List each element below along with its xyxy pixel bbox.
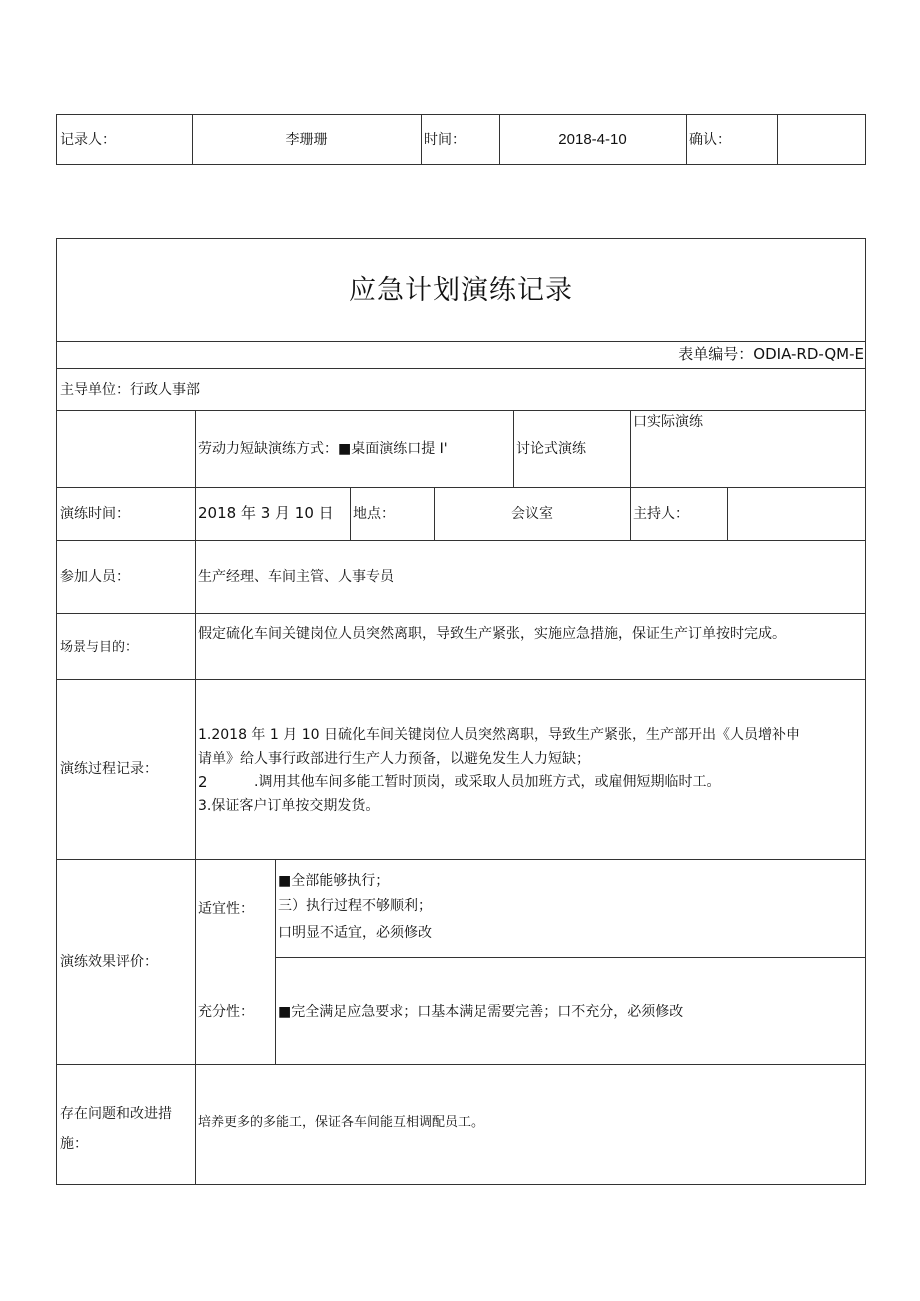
suitability-option: 口明显不适宜，必须修改 — [278, 925, 432, 941]
participants-value: 生产经理、车间主管、人事专员 — [198, 569, 394, 585]
confirm-label: 确认： — [689, 132, 731, 148]
time-value: 2018-4-10 — [558, 131, 627, 148]
process-line: 2 — [198, 773, 208, 791]
suitability-option: 三）执行过程不够顺利； — [278, 898, 432, 914]
adequacy-value: ■完全满足应急要求；口基本满足需要完善；口不充分，必须修改 — [278, 1004, 684, 1020]
process-line: 3.保证客户订单按交期发货。 — [198, 798, 380, 814]
lead-unit: 主导单位：行政人事部 — [60, 382, 200, 398]
location-value: 会议室 — [511, 506, 553, 522]
drill-mode-actual: 口实际演练 — [633, 414, 703, 430]
process-line: 1.2018 年 1 月 10 日硫化车间关键岗位人员突然离职，导致生产紧张，生产部开出《人员增补申 — [198, 727, 800, 743]
form-title: 应急计划演练记录 — [349, 275, 573, 306]
time-label: 时间： — [424, 132, 466, 148]
improvement-value: 培养更多的多能工，保证各车间能互相调配员工。 — [198, 1115, 485, 1130]
drill-mode-discussion: 讨论式演练 — [516, 441, 586, 457]
drill-mode-text: 劳动力短缺演练方式：■桌面演练口提 I' — [198, 441, 448, 457]
process-line: 请单》给人事行政部进行生产人力预备，以避免发生人力短缺； — [198, 751, 590, 767]
drill-time-value: 2018 年 3 月 10 日 — [198, 504, 334, 522]
scenario-label: 场景与目的： — [60, 640, 139, 655]
location-label: 地点： — [353, 506, 395, 522]
process-label: 演练过程记录： — [60, 761, 158, 777]
suitability-label: 适宜性： — [198, 901, 254, 917]
improvement-label: 存在问题和改进措 — [60, 1106, 172, 1122]
recorder-value: 李珊珊 — [285, 132, 328, 148]
recorder-label: 记录人： — [60, 132, 116, 148]
adequacy-label: 充分性： — [198, 1004, 254, 1020]
improvement-label: 施： — [60, 1136, 88, 1152]
suitability-option: ■全部能够执行； — [278, 873, 390, 889]
scenario-value: 假定硫化车间关键岗位人员突然离职，导致生产紧张，实施应急措施，保证生产订单按时完成。 — [198, 626, 786, 642]
participants-label: 参加人员： — [60, 569, 130, 585]
process-line: .调用其他车间多能工暂时顶岗，或采取人员加班方式，或雇佣短期临时工。 — [254, 774, 721, 790]
drill-time-label: 演练时间： — [60, 506, 130, 522]
host-label: 主持人： — [633, 506, 689, 522]
evaluation-label: 演练效果评价： — [60, 954, 158, 970]
form-number: 表单编号：ODIA-RD-QM-E — [678, 345, 864, 363]
